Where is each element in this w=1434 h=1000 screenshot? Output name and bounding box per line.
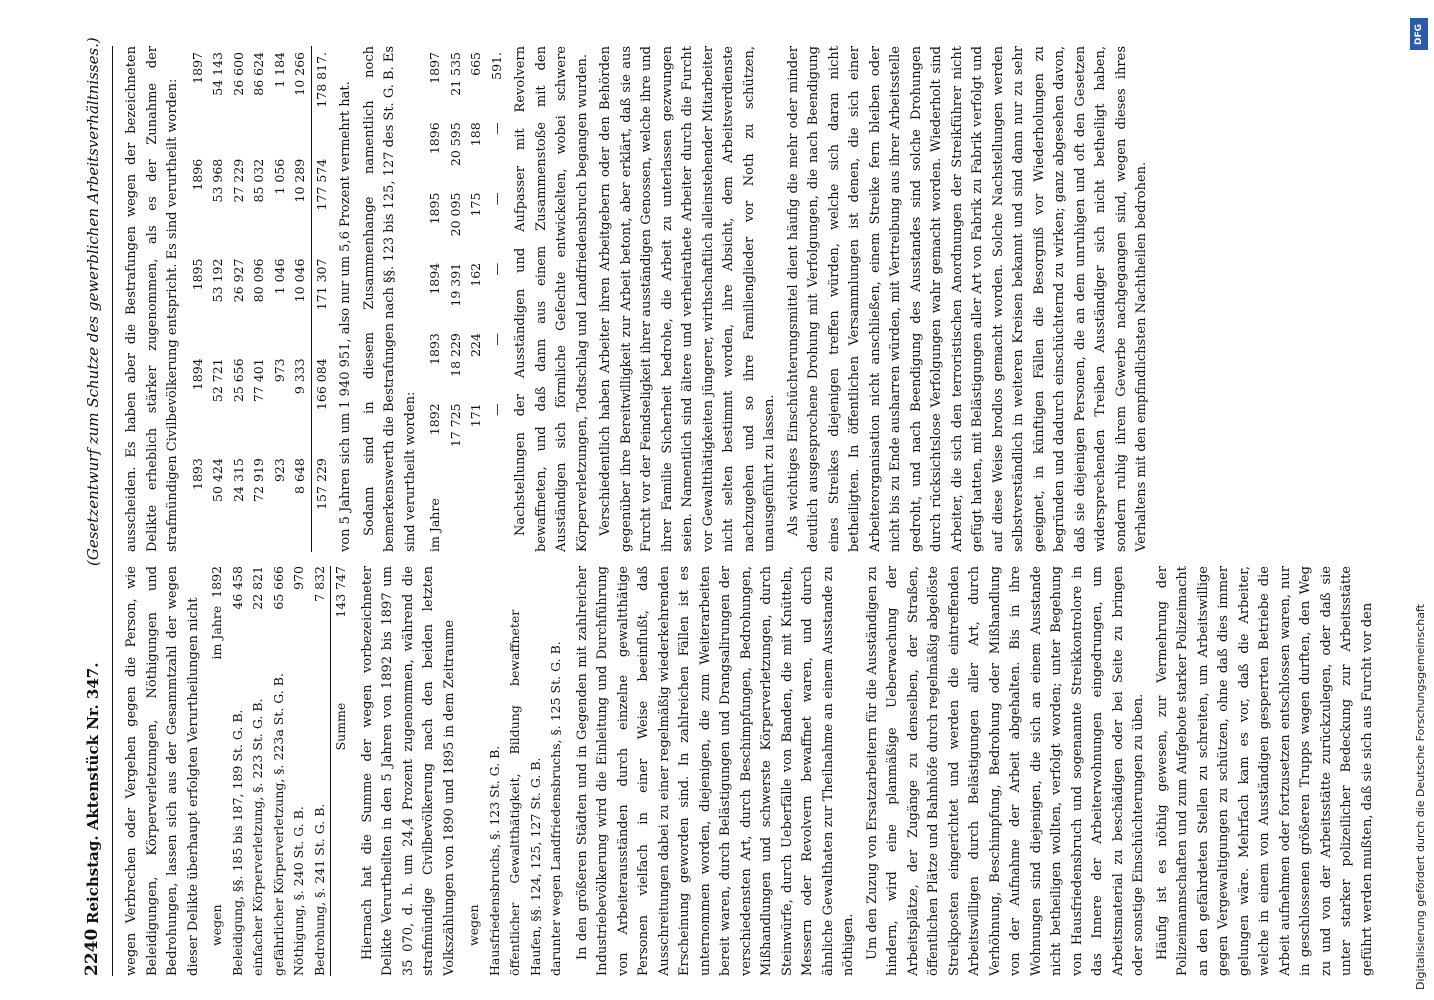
- paragraph-sodann: Sodann sind in diesem Zusammenhange namentlich noch bemerkenswerth die Bestrafungen nach §§. 123 bis 125, 127 des St. G. B. Es sind verurtheilt worden:: [361, 46, 418, 552]
- paragraph-von: von 5 Jahren sich um 1 940 951, also nur um 5,6 Prozent vermehrt hat.: [338, 81, 353, 552]
- breach-of-peace-labels: [464, 566, 567, 976]
- page-title: Reichstag. Aktenstück Nr. 347.: [84, 662, 102, 924]
- paragraph-1: In den größeren Städten und in Gegenden mit zahlreicher Industriebevölkerung wird die Einleitung und Durchführung von Arbeiterausständen durch einzelne gewaltthätige Personen vielfach in einer Weise beeinflußt, daß Ausschreitungen dabei zu einer regelmäßig wiederkehrenden Erscheinung geworden sind. In zahlreichen Fällen ist es unternommen worden, diejenigen, die zum Weiterarbeiten bereit waren, durch Belästigungen und Drangsalirungen der verschiedensten Art, durch Beschimpfungen, Bedrohungen, Mißhandlungen und schwerste Körperverletzungen, durch Steinwürfe, durch Ueberfälle von Banden, die mit Knütteln, Messern oder Revolvern bewaffnet waren, und durch ähnliche Gewalthaten zur Theilnahme an einem Ausstande zu nöthigen.: [574, 566, 856, 976]
- table-row: 8 648 9 333 10 046 10 289 10 266: [292, 52, 307, 494]
- table-row: Beleidigung, §§. 185 bis 187, 189 St. G. B. 46 458: [229, 566, 245, 976]
- table-row: — — — — — 591.: [488, 52, 504, 416]
- breach-of-peace-table: [425, 46, 507, 552]
- wegen-label: wegen: [209, 904, 224, 946]
- page-subtitle: (Gesetzentwurf zum Schutze des gewerblichen Arbeitsverhältnisses.): [84, 37, 102, 566]
- sum-row: 157 229 166 084 171 307 177 574 178 817.: [311, 46, 332, 552]
- convictions-1893-1897-table: [188, 46, 333, 552]
- wegen2-label: wegen: [466, 904, 481, 946]
- table-row: gefährlicher Körperverletzung, §. 223a St. G. B. 65 666: [270, 566, 286, 976]
- left-intro-paragraph: wegen Verbrechen oder Vergehen gegen die Person, wie Beleidigungen, Körperverletzungen, Nöthigungen und Bedrohungen, lassen sich aus der Gesammtzahl der wegen dieser Delikte überhaupt erfolgten Verurtheilungen nicht: [124, 566, 201, 976]
- sum-row: Summe 143 747: [331, 566, 352, 976]
- table-row: 24 315 25 656 26 927 27 229 26 600: [230, 52, 246, 502]
- left-column: [122, 566, 1398, 976]
- convictions-1892-table: [207, 566, 352, 976]
- table-row: Hausfriedensbruchs, §. 123 St. G. B.: [486, 745, 502, 976]
- digitization-margin: [1388, 10, 1428, 990]
- paragraph-r2: Verschiedentlich haben Arbeiter ihren Arbeitgebern oder den Behörden gegenüber ihre Bereitwilligkeit zur Arbeit betont, aber erklärt, daß sie aus Furcht vor der Feindseligkeit ihrer ausständigen Genossen, welche ihre und ihrer Familie Sicherheit bedrohe, die Arbeit zu unterlassen gezwungen seien. Namentlich sind ältere und verheirathete Arbeiter durch die Furcht vor Gewaltthätigkeiten jüngerer, wirthschaftlich alleinstehender Mitarbeiter nicht selten bestimmt worden, ihre Absicht, dem Arbeitsverdienste nachzugehen und so ihre Familienglieder vor Noth zu schützen, unausgeführt zu lassen.: [598, 46, 777, 552]
- im-jahre-label: im Jahre 1892: [209, 566, 224, 660]
- paragraph-r1: Nachstellungen der Ausständigen und Aufpasser mit Revolvern bewaffneten, und daß dann aus einem Zusammenstoße mit den Ausständigen sich förmliche Gefechte entwickelten, wobei schwere Körperverletzungen, Todtschlag und Landfriedensbruch begangen wurden.: [513, 46, 590, 552]
- table-row: einfacher Körperverletzung, §. 223 St. G. B. 22 821: [250, 566, 265, 976]
- paragraph-hiernach: Hiernach hat die Summe der wegen vorbezeichneter Delikte Verurtheilten in den 5 Jahren von 1892 bis 1897 um 35 070, d. h. um 24,4 Prozent zugenommen, während die strafmündige Civilbevölkerung nach den beiden letzten Volkszählungen von 1890 und 1895 in dem Zeitraume: [359, 566, 457, 976]
- table-row: 923 973 1 046 1 056 1 184: [271, 52, 287, 483]
- year-header-row: im Jahre 1892 1893 1894 1895 1896 1897: [427, 52, 442, 552]
- year-header-row: 1893 1894 1895 1896 1897: [189, 52, 205, 490]
- table-row: 72 919 77 401 80 096 85 032 86 624: [251, 52, 266, 502]
- rotated-document-page: [78, 37, 1408, 976]
- page-number: 2240: [82, 928, 102, 976]
- digitization-credit: Digitalisierung gefördert durch die Deutsche Forschungsgemeinschaft: [1414, 604, 1427, 990]
- table-row: 17 725 18 229 19 391 20 095 20 595 21 535: [447, 52, 463, 448]
- page-header: [78, 37, 113, 976]
- right-column: [122, 46, 1398, 552]
- table-row: 171 224 162 175 188 665: [468, 52, 483, 428]
- right-intro-paragraph: ausscheiden. Es haben aber die Bestrafungen wegen der bezeichneten Delikte erheblich stärker zugenommen, als es der Zunahme der strafmündigen Civilbevölkerung entspricht. Es sind verurtheilt worden:: [124, 46, 180, 552]
- table-row: 50 424 52 721 53 192 53 968 54 143: [210, 52, 225, 502]
- table-row: Bedrohung, §. 241 St. G. B. 7 832: [311, 566, 327, 976]
- dfg-logo: DFG: [1410, 18, 1428, 50]
- table-row: Nöthigung, §. 240 St. G. B. 970: [291, 566, 306, 976]
- table-row: öffentlicher Gewaltthätigkeit, Bildung bewaffneter Haufen, §§. 124, 125, 127 St. G. B.: [507, 609, 543, 976]
- table-row: darunter wegen Landfriedensbruchs, §. 125 St. G. B.: [548, 641, 563, 976]
- paragraph-3: Häufig ist es nöthig gewesen, zur Vermehrung der Polizeimannschaften und zum Aufgebote starker Polizeimacht an den gefährdeten Stellen zu schreiten, um Arbeitswillige gegen Vergewaltigungen zu schützen, ohne daß dies immer gelungen wäre. Mehrfach kam es vor, daß die Arbeiter, welche in einem von Ausständigen gesperrten Betriebe die Arbeit aufnehmen oder fortzusetzen entschlossen waren, nur in geschlossenen größeren Trupps wagen durften, den Weg zu und von der Arbeitsstätte zurückzulegen, oder daß sie unter starker polizeilicher Bedeckung zur Arbeitsstätte geführt werden mußten, daß sie sich aus Furcht vor den: [1154, 566, 1375, 976]
- paragraph-2: Um den Zuzug von Ersatzarbeitern für die Ausständigen zu hindern, wird eine planmäßige Ueberwachung der Arbeitsplätze, der Zugänge zu denselben, der Straßen, öffentlichen Plätze und Bahnhöfe durch regelmäßig abgelöste Streikposten eingerichtet und werden die eintreffenden Arbeitswilligen durch Belästigungen aller Art, durch Verhöhnung, Beschimpfung, Bedrohung oder Mißhandlung von der Aufnahme der Arbeit abgehalten. Bis in ihre Wohnungen sind diejenigen, die sich an einem Ausstande nicht betheiligen wollten, verfolgt worden; unter Begehung von Hausfriedensbruch und sogenannte Streikkontrolore in das Innere der Arbeiterwohnungen eingedrungen, um Arbeitsmaterial zu beschädigen oder bei Seite zu bringen oder sonstige Einschüchterungen zu üben.: [864, 566, 1146, 976]
- paragraph-r3: Als wichtiges Einschüchterungsmittel dient häufig die mehr oder minder deutlich ausgesprochene Drohung mit Verfolgungen, die nach Beendigung eines Streikes diejenigen treffen würden, welche sich daran nicht betheiligten. In öffentlichen Versammlungen ist denen, die sich einer Arbeiterorganisation nicht anschließen, einem Streike fern bleiben oder nicht bis zu Ende ausharren würden, mit Vertreibung aus ihrer Arbeitsstelle gedroht, und nach Beendigung des Ausstandes sind solche Drohungen durch rücksichtslose Verfolgungen wahr gemacht worden. Wiederholt sind Arbeiter, die sich den terroristischen Anordnungen der Streikführer nicht gefügt hatten, mit Belästigungen aller Art von Fabrik zu Fabrik verfolgt und auf diese Weise brodlos gemacht worden. Solche Nachstellungen werden selbstverständlich in weiteren Kreisen bekannt und sind dann nur zu sehr geeignet, in künftigen Fällen die Besorgniß vor Wiederholungen zu begründen und dadurch einschüchternd zu wirken; ganz abgesehen davon, daß sie diejenigen Personen, die an dem unruhigen und oft den Gesetzen widersprechenden Treiben Ausständiger sich nicht betheiligt haben, sondern ruhig ihrem Gewerbe nachgegangen sind, wegen dieses ihres Verhaltens mit den empfindlichsten Nachtheilen bedrohen.: [785, 46, 1149, 552]
